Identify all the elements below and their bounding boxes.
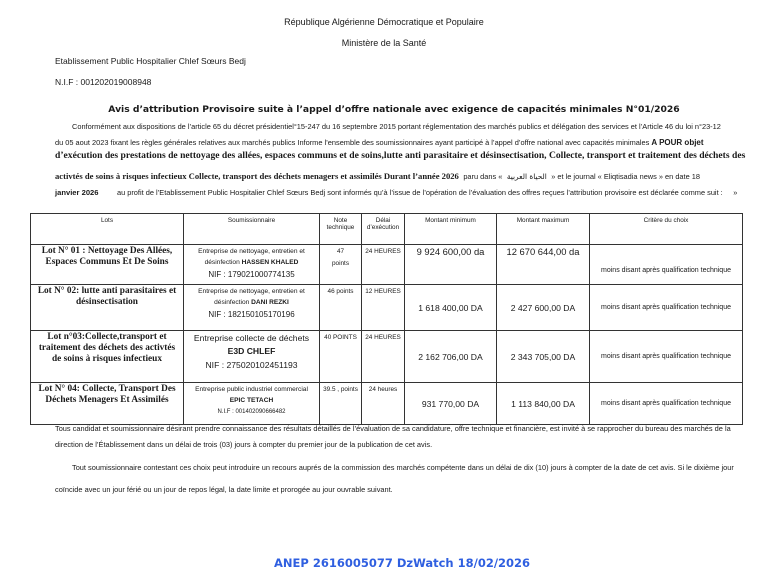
intro-line-5-text: au profit de l’Etablissement Public Hospitalier Chlef Sœurs Bedj sont informés qu’à l’issue de l’opération de l’évaluation des offres reçues l’attribution provisoire est déclarée comme suit :: [116, 188, 723, 197]
bidder-cell: Entreprise public industriel commercial EPIC TETACH N.I.F : 001402090666482: [184, 383, 320, 425]
col-header-min: Montant minimum: [405, 214, 497, 245]
intro-line-2-bold: A POUR objet: [651, 138, 704, 147]
intro-line-4-arabic: الحياة العربية: [506, 172, 547, 181]
intro-line-1: Conformément aux dispositions de l’article 65 du décret présidentiel°15-247 du 16 septembre 2015 portant réglementation des marchés publics et délégation des services et l’Article 46 du loi n°23-12: [72, 122, 721, 131]
max-amount-cell: 1 113 840,00 DA: [497, 383, 590, 425]
bidder-cell: Entreprise de nettoyage, entretien et désinfection DANI REZKI NIF : 182150105170196: [184, 285, 320, 331]
intro-line-4-text-a: paru dans «: [463, 172, 503, 181]
establishment-nif: N.I.F : 001202019008948: [55, 77, 152, 87]
intro-line-5-bold: janvier 2026: [55, 188, 99, 197]
intro-line-2-text: du 05 aout 2023 fixant les règles générales relatives aux marchés publics Informe l’ensemble des soumissionnaires ayant participé à l’appel d’offre national avec capacités minimales: [55, 138, 650, 147]
intro-line-3: d’exécution des prestations de nettoyage des allées, espaces communs et de soins,lutte anti parasitaire et désinsectisation, Collecte, transport et traitement des déchets des: [55, 150, 746, 161]
delay-cell: 24 HEURES: [362, 331, 405, 383]
min-amount-cell: 1 618 400,00 DA: [405, 285, 497, 331]
col-header-soumissionnaire: Soumissionnaire: [184, 214, 320, 245]
table-row: [31, 383, 743, 425]
delay-cell: 24 heures: [362, 383, 405, 425]
min-amount-cell: 9 924 600,00 da: [405, 245, 497, 285]
criteria-cell: moins disant après qualification technique: [590, 285, 743, 331]
col-header-delai: Délai d’exécution: [362, 214, 405, 245]
max-amount-cell: 12 670 644,00 da: [497, 245, 590, 285]
max-amount-cell: 2 427 600,00 DA: [497, 285, 590, 331]
closing-p2-line2: coïncide avec un jour férié ou un jour de repos légal, la date limite et prorogée au jour ouvrable suivant.: [55, 485, 393, 494]
criteria-cell: moins disant après qualification technique: [590, 331, 743, 383]
publication-stamp: ANEP 2616005077 DzWatch 18/02/2026: [274, 556, 531, 570]
decorative-mark: »: [733, 188, 738, 197]
note-cell: 39.5 , points: [320, 383, 362, 425]
bidder-cell: Entreprise collecte de déchets E3D CHLEF NIF : 275020102451193: [184, 331, 320, 383]
bidder-cell: Entreprise de nettoyage, entretien et désinfection HASSEN KHALED NIF : 179021000774135: [184, 245, 320, 285]
criteria-cell: moins disant après qualification technique: [590, 245, 743, 285]
republic-header: République Algérienne Démocratique et Populaire: [284, 17, 484, 27]
lot-cell: Lot N° 02: lutte anti parasitaires et désinsectisation: [31, 285, 184, 331]
delay-cell: 24 HEURES: [362, 245, 405, 285]
lot-cell: Lot N° 04: Collecte, Transport Des Déchets Menagers Et Assimilés: [31, 383, 184, 425]
table-row: [31, 245, 743, 285]
closing-p1-line1: Tous candidat et soumissionnaire désirant prendre connaissance des résultats détaillés de l’évaluation de sa candidature, offre technique et financière, est invité à se rapprocher du bureau des marchés de la: [55, 424, 731, 433]
table-row: [31, 331, 743, 383]
closing-p1-line2: direction de l’Établissement dans un délai de trois (03) jours à compter du premier jour de la publication de cet avis.: [55, 440, 433, 449]
establishment-name: Etablissement Public Hospitalier Chlef Sœurs Bedj: [55, 56, 246, 66]
lot-cell: Lot N° 01 : Nettoyage Des Allées, Espaces Communs Et De Soins: [31, 245, 184, 285]
note-cell: 47 points: [320, 245, 362, 285]
intro-line-4-text-b: » et le journal « Eliqtisadia news » en date 18: [551, 172, 700, 181]
table-row: [31, 285, 743, 331]
col-header-max: Montant maximum: [497, 214, 590, 245]
col-header-critere: Critère du choix: [590, 214, 743, 245]
intro-line-4-bold: activtés de soins à risques infectieux Collecte, transport des déchets menagers et assimilés Durant l’année 2026: [55, 171, 459, 181]
min-amount-cell: 931 770,00 DA: [405, 383, 497, 425]
closing-p2-line1: Tout soumissionnaire contestant ces choix peut introduire un recours auprés de la commission des marchés compétente dans un délai de dix (10) jours à compter de la date de cet avis. Si le dixième jour: [72, 463, 734, 472]
intro-line-2: [55, 138, 704, 148]
delay-cell: 12 HEURES: [362, 285, 405, 331]
note-cell: 46 points: [320, 285, 362, 331]
note-cell: 40 POINTS: [320, 331, 362, 383]
col-header-note: Note technique: [320, 214, 362, 245]
intro-line-5: [55, 182, 737, 200]
lot-cell: Lot n°03:Collecte,transport et traitement des déchets des activtés de soins à risques infectieux: [31, 331, 184, 383]
ministry-header: Ministère de la Santé: [341, 38, 427, 48]
notice-title: Avis d’attribution Provisoire suite à l’appel d’offre nationale avec exigence de capacités minimales N°01/2026: [108, 104, 680, 115]
criteria-cell: moins disant après qualification technique: [590, 383, 743, 425]
table-header-row: [31, 214, 743, 245]
attribution-table: [30, 213, 743, 425]
max-amount-cell: 2 343 705,00 DA: [497, 331, 590, 383]
col-header-lots: Lots: [31, 214, 184, 245]
min-amount-cell: 2 162 706,00 DA: [405, 331, 497, 383]
